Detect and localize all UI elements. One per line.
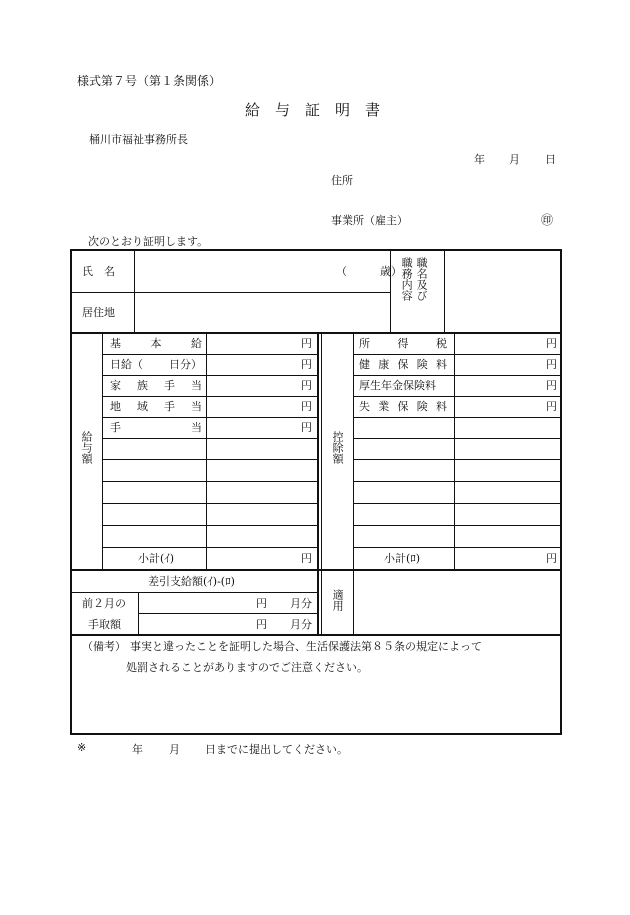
- address-label: 住所: [331, 174, 353, 187]
- certificate-form: [70, 249, 562, 735]
- footer-month-label: 月: [169, 743, 180, 756]
- divider: [317, 333, 319, 635]
- divider: [353, 396, 562, 397]
- yen-unit: 円: [546, 337, 557, 350]
- allowance-label: 手 当: [110, 421, 202, 434]
- basic-pay-label: 基 本 給: [110, 337, 202, 350]
- remarks-label: 適用: [331, 589, 345, 611]
- yen-unit: 円: [546, 358, 557, 371]
- divider: [353, 547, 562, 548]
- divider: [134, 251, 135, 333]
- age-label: （ 歳）: [336, 265, 402, 278]
- unemployment-insurance-label: 失 業 保 険 料: [359, 400, 447, 413]
- yen-unit: 円: [256, 597, 267, 610]
- divider: [353, 438, 562, 439]
- job-label: 職名及び: [415, 257, 429, 301]
- divider: [353, 417, 562, 418]
- divider: [72, 569, 562, 571]
- divider: [353, 333, 354, 635]
- addressee: 桶川市福祉事務所長: [89, 133, 188, 146]
- divider: [353, 459, 562, 460]
- yen-unit: 円: [546, 552, 557, 565]
- divider: [102, 438, 317, 439]
- divider: [102, 354, 317, 355]
- footer-mark: ※: [77, 741, 87, 754]
- yen-unit: 円: [301, 337, 312, 350]
- deduction-section-label: 控除額: [331, 431, 345, 464]
- prev-two-months-label: 前２月の: [82, 597, 126, 610]
- yen-unit: 円: [256, 618, 267, 631]
- footer-year-label: 年: [132, 743, 143, 756]
- page-title: 給与証明書: [245, 101, 396, 119]
- divider: [353, 503, 562, 504]
- divider: [444, 251, 445, 333]
- divider: [102, 481, 317, 482]
- divider: [390, 251, 391, 333]
- divider: [353, 481, 562, 482]
- daily-pay-label: 日給（ 日分）: [110, 358, 202, 371]
- income-tax-label: 所 得 税: [359, 337, 447, 350]
- yen-unit: 円: [301, 400, 312, 413]
- divider: [72, 292, 390, 293]
- deduction-subtotal-label: 小計(ﾛ): [384, 552, 421, 565]
- seal-mark: ㊞: [541, 213, 554, 227]
- divider: [72, 634, 562, 636]
- divider: [353, 375, 562, 376]
- date-day-label: 日: [545, 153, 556, 166]
- pension-insurance-label: 厚生年金保険料: [359, 379, 436, 392]
- divider: [102, 547, 317, 548]
- divider: [206, 333, 207, 571]
- family-allowance-label: 家 族 手 当: [110, 379, 202, 392]
- salary-subtotal-label: 小計(ｲ): [138, 552, 175, 565]
- divider: [138, 592, 139, 635]
- yen-unit: 円: [546, 379, 557, 392]
- date-month-label: 月: [509, 153, 520, 166]
- divider: [102, 375, 317, 376]
- divider: [102, 417, 317, 418]
- divider: [454, 333, 455, 571]
- salary-section-label: 給与額: [80, 431, 94, 464]
- yen-unit: 円: [301, 421, 312, 434]
- month-portion-label: 月分: [290, 597, 312, 610]
- divider: [102, 459, 317, 460]
- employer-label: 事業所（雇主）: [331, 214, 408, 227]
- name-label: 氏 名: [82, 265, 115, 278]
- net-pay-label: 差引支給額(ｲ)-(ﾛ): [148, 575, 235, 588]
- month-portion-label: 月分: [290, 618, 312, 631]
- divider: [353, 354, 562, 355]
- divider: [102, 333, 103, 571]
- notes-line-2: 処罰されることがありますのでご注意ください。: [126, 661, 368, 674]
- divider: [102, 503, 317, 504]
- footer-deadline-text: 日までに提出してください。: [205, 743, 348, 756]
- divider: [353, 525, 562, 526]
- divider: [102, 396, 317, 397]
- notes-prefix: （備考）: [82, 640, 126, 653]
- yen-unit: 円: [301, 552, 312, 565]
- divider: [72, 592, 317, 593]
- yen-unit: 円: [546, 400, 557, 413]
- divider: [321, 333, 322, 635]
- yen-unit: 円: [301, 379, 312, 392]
- form-number: 様式第７号（第１条関係）: [77, 74, 222, 88]
- intro-text: 次のとおり証明します。: [88, 235, 209, 248]
- take-home-label: 手取額: [88, 618, 121, 631]
- duty-label: 職務内容: [400, 257, 414, 301]
- regional-allowance-label: 地 域 手 当: [110, 400, 202, 413]
- date-year-label: 年: [474, 153, 485, 166]
- notes-line-1: 事実と違ったことを証明した場合、生活保護法第８５条の規定によって: [130, 640, 482, 653]
- divider: [102, 525, 317, 526]
- yen-unit: 円: [301, 358, 312, 371]
- health-insurance-label: 健 康 保 険 料: [359, 358, 447, 371]
- divider: [138, 613, 317, 614]
- residence-label: 居住地: [82, 306, 115, 319]
